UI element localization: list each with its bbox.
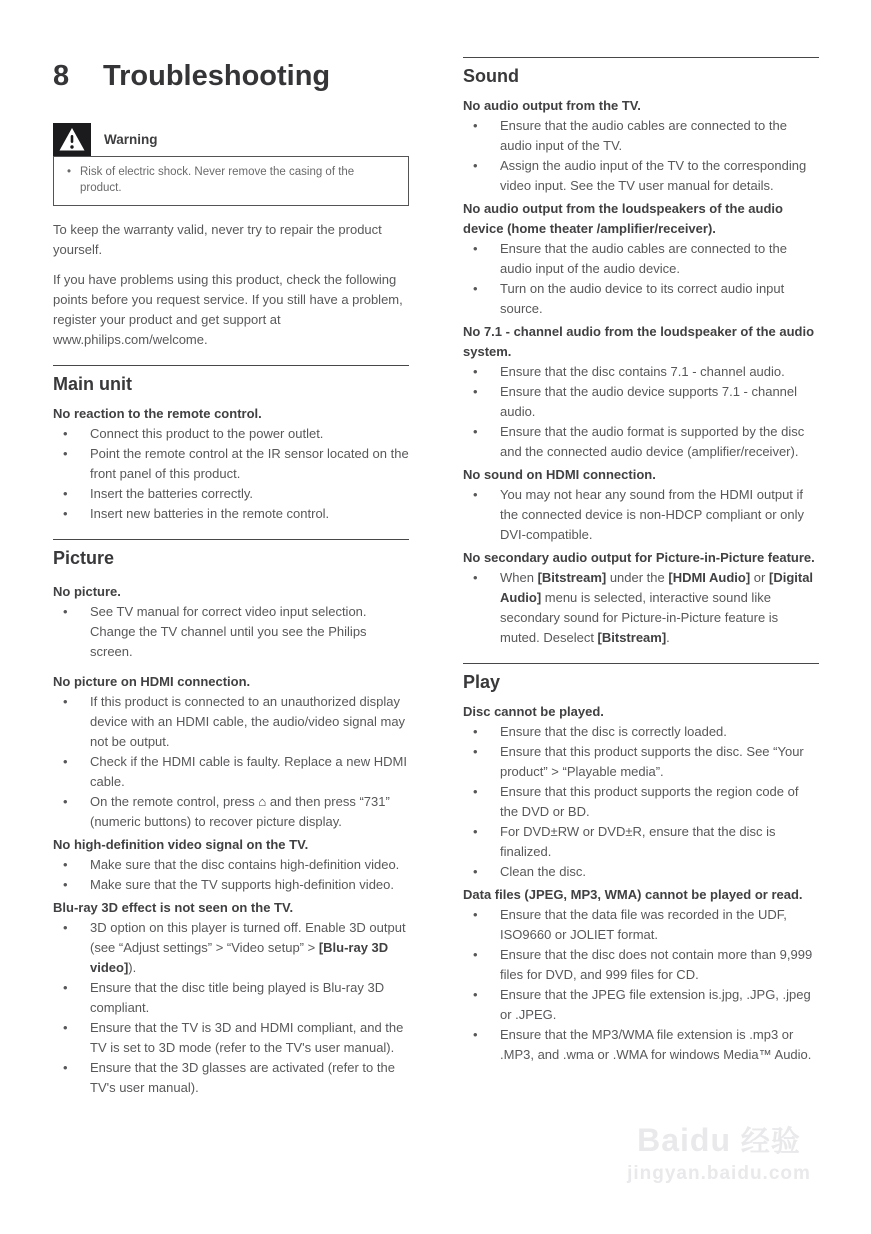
text-segment: Insert new batteries in the remote control. bbox=[90, 506, 330, 521]
warning-box bbox=[53, 156, 409, 206]
bullet-text bbox=[500, 862, 819, 882]
bullet-icon: • bbox=[473, 487, 478, 502]
list-item bbox=[53, 918, 409, 978]
warning-note bbox=[53, 123, 409, 206]
text-segment: See TV manual for correct video input selection. Change the TV channel until you see the Philips screen. bbox=[90, 604, 367, 659]
bullet-text bbox=[90, 978, 409, 1018]
bullet-list bbox=[463, 485, 819, 545]
bullet-list bbox=[463, 722, 819, 882]
list-item bbox=[463, 1025, 819, 1065]
text-segment: Ensure that the audio device supports 7.1 - channel audio. bbox=[500, 384, 798, 419]
left-column bbox=[53, 58, 409, 1098]
bullet-list bbox=[463, 116, 819, 196]
menu-term: [Bitstream] bbox=[597, 630, 667, 645]
bullet-text bbox=[500, 362, 819, 382]
bullet-text bbox=[500, 382, 819, 422]
text-segment: under the bbox=[606, 570, 669, 585]
bullet-list bbox=[53, 855, 409, 895]
list-item bbox=[53, 692, 409, 752]
text-segment: Ensure that the MP3/WMA file extension is .mp3 or .MP3, and .wma or .WMA for windows Media™ Audio. bbox=[500, 1027, 812, 1062]
problem-heading: Blu-ray 3D effect is not seen on the TV. bbox=[53, 900, 294, 915]
bullet-text bbox=[500, 239, 819, 279]
list-item bbox=[463, 156, 819, 196]
section bbox=[463, 57, 819, 648]
baidu-logo bbox=[610, 1120, 828, 1162]
bullet-text bbox=[500, 1025, 819, 1065]
bullet-text bbox=[90, 504, 409, 524]
list-item bbox=[463, 239, 819, 279]
text-segment: . bbox=[666, 630, 670, 645]
text-segment: For DVD±RW or DVD±R, ensure that the disc is finalized. bbox=[500, 824, 776, 859]
bullet-text bbox=[90, 855, 409, 875]
bullet-text bbox=[90, 444, 409, 484]
bullet-icon: • bbox=[473, 281, 478, 296]
text-segment: Ensure that the 3D glasses are activated (refer to the TV's user manual). bbox=[90, 1060, 395, 1095]
section-heading: Main unit bbox=[53, 374, 132, 394]
section-heading: Play bbox=[463, 672, 501, 692]
text-segment: Check if the HDMI cable is faulty. Replace a new HDMI cable. bbox=[90, 754, 407, 789]
bullet-list bbox=[53, 692, 409, 832]
text-segment: Ensure that the disc is correctly loaded. bbox=[500, 724, 727, 739]
bullet-icon: • bbox=[473, 424, 478, 439]
bullet-icon: • bbox=[473, 1027, 478, 1042]
bullet-icon: • bbox=[63, 506, 68, 521]
intro-paragraphs bbox=[53, 220, 409, 350]
text-segment: Ensure that the audio format is supported by the disc and the connected audio device (amplifier/receiver). bbox=[500, 424, 805, 459]
text-segment: Assign the audio input of the TV to the corresponding video input. See the TV user manual for details. bbox=[500, 158, 807, 193]
bullet-list bbox=[463, 239, 819, 319]
text-segment: ). bbox=[128, 960, 137, 975]
list-item bbox=[463, 782, 819, 822]
bullet-text bbox=[90, 875, 409, 895]
bullet-text bbox=[90, 1018, 409, 1058]
bullet-text bbox=[90, 692, 409, 752]
left-sections bbox=[53, 365, 409, 1098]
problem-heading: Data files (JPEG, MP3, WMA) cannot be played or read. bbox=[463, 887, 803, 902]
watermark-url: jingyan.baidu.com bbox=[627, 1163, 811, 1184]
baidu-brand-text: Baidu bbox=[637, 1122, 731, 1158]
bullet-icon: • bbox=[63, 426, 68, 441]
bullet-icon: • bbox=[473, 724, 478, 739]
text-segment: Turn on the audio device to its correct audio input source. bbox=[500, 281, 785, 316]
text-segment: Ensure that the audio cables are connected to the audio input of the audio device. bbox=[500, 241, 787, 276]
section-heading: Picture bbox=[53, 548, 115, 568]
bullet-text bbox=[90, 1058, 409, 1098]
bullet-icon: • bbox=[473, 947, 478, 962]
text-segment: Ensure that the audio cables are connected to the audio input of the TV. bbox=[500, 118, 787, 153]
bullet-icon: • bbox=[473, 907, 478, 922]
problem-heading: No audio output from the TV. bbox=[463, 98, 641, 113]
problem-heading: No secondary audio output for Picture-in-Picture feature. bbox=[463, 550, 815, 565]
warning-icon bbox=[53, 123, 91, 156]
bullet-text bbox=[500, 116, 819, 156]
list-item bbox=[463, 279, 819, 319]
intro-paragraph: If you have problems using this product, check the following points before you request service. If you still have a problem, register your product and get support at www.philips.com/welcome. bbox=[53, 272, 403, 347]
bullet-icon: • bbox=[473, 784, 478, 799]
text-segment: Clean the disc. bbox=[500, 864, 586, 879]
bullet-text bbox=[500, 722, 819, 742]
list-item bbox=[463, 985, 819, 1025]
bullet-text bbox=[500, 905, 819, 945]
bullet-icon: • bbox=[63, 754, 68, 769]
bullet-text bbox=[90, 602, 409, 662]
bullet-icon: • bbox=[473, 241, 478, 256]
bullet-text bbox=[500, 485, 819, 545]
problem-heading: Disc cannot be played. bbox=[463, 704, 604, 719]
list-item bbox=[463, 116, 819, 156]
bullet-text bbox=[500, 945, 819, 985]
problem-heading: No sound on HDMI connection. bbox=[463, 467, 656, 482]
intro-paragraph: To keep the warranty valid, never try to repair the product yourself. bbox=[53, 222, 382, 257]
chapter-number: 8 bbox=[53, 60, 70, 92]
bullet-icon: • bbox=[63, 446, 68, 461]
bullet-icon: • bbox=[63, 877, 68, 892]
section bbox=[53, 365, 409, 524]
list-item bbox=[53, 855, 409, 875]
text-segment: On the remote control, press bbox=[90, 794, 259, 809]
bullet-icon: • bbox=[63, 794, 68, 809]
bullet-icon: • bbox=[473, 384, 478, 399]
text-segment: When bbox=[500, 570, 538, 585]
bullet-icon: • bbox=[473, 987, 478, 1002]
section bbox=[53, 539, 409, 1098]
problem-heading: No picture on HDMI connection. bbox=[53, 674, 251, 689]
text-segment: Ensure that the disc title being played is Blu-ray 3D compliant. bbox=[90, 980, 385, 1015]
bullet-text bbox=[90, 424, 409, 444]
text-segment: Ensure that the JPEG file extension is.jpg, .JPG, .jpeg or .JPEG. bbox=[500, 987, 811, 1022]
menu-term: [Blu-ray 3D video] bbox=[90, 940, 389, 975]
bullet-icon: • bbox=[473, 824, 478, 839]
bullet-list bbox=[53, 918, 409, 1098]
text-segment: Ensure that this product supports the disc. See “Your product” > “Playable media”. bbox=[500, 744, 804, 779]
problem-heading: No picture. bbox=[53, 584, 121, 599]
list-item bbox=[53, 1018, 409, 1058]
bullet-text bbox=[500, 742, 819, 782]
list-item bbox=[463, 568, 819, 648]
right-column bbox=[463, 57, 819, 1065]
text-segment: and then press “731” (numeric buttons) to recover picture display. bbox=[90, 794, 390, 829]
text-segment: Ensure that the disc contains 7.1 - channel audio. bbox=[500, 364, 785, 379]
list-item bbox=[463, 945, 819, 985]
problem-heading: No audio output from the loudspeakers of the audio device (home theater /amplifier/receiver). bbox=[463, 201, 783, 236]
warning-header bbox=[53, 123, 409, 156]
bullet-icon: • bbox=[63, 857, 68, 872]
baidu-brand-cn: 经验 bbox=[740, 1126, 801, 1158]
list-item bbox=[53, 792, 409, 832]
text-segment: menu is selected, interactive sound like secondary sound for Picture-in-Picture feature is muted. Deselect bbox=[500, 590, 779, 645]
bullet-text bbox=[500, 985, 819, 1025]
bullet-text bbox=[500, 822, 819, 862]
text-segment: Make sure that the TV supports high-definition video. bbox=[90, 877, 394, 892]
bullet-text bbox=[500, 568, 819, 648]
bullet-text bbox=[500, 279, 819, 319]
list-item bbox=[463, 722, 819, 742]
text-segment: Ensure that the disc does not contain more than 9,999 files for DVD, and 999 files for CD. bbox=[500, 947, 813, 982]
right-sections bbox=[463, 57, 819, 1065]
list-item bbox=[463, 822, 819, 862]
list-item bbox=[463, 422, 819, 462]
list-item bbox=[53, 424, 409, 444]
watermark bbox=[610, 1120, 828, 1186]
bullet-text bbox=[500, 782, 819, 822]
home-icon: ⌂ bbox=[258, 794, 267, 809]
text-segment: Connect this product to the power outlet. bbox=[90, 426, 324, 441]
bullet-icon: • bbox=[473, 864, 478, 879]
bullet-text bbox=[500, 156, 819, 196]
bullet-text bbox=[90, 792, 409, 832]
text-segment: Ensure that the TV is 3D and HDMI compliant, and the TV is set to 3D mode (refer to the TV's user manual). bbox=[90, 1020, 404, 1055]
warning-text: Risk of electric shock. Never remove the casing of the product. bbox=[80, 166, 355, 194]
list-item bbox=[463, 382, 819, 422]
page-title bbox=[53, 58, 409, 94]
page-title-text: Troubleshooting bbox=[103, 60, 331, 92]
text-segment: Ensure that this product supports the region code of the DVD or BD. bbox=[500, 784, 799, 819]
bullet-icon: • bbox=[63, 1060, 68, 1075]
list-item bbox=[463, 485, 819, 545]
text-segment: Ensure that the data file was recorded in the UDF, ISO9660 or JOLIET format. bbox=[500, 907, 787, 942]
bullet-icon: • bbox=[473, 118, 478, 133]
bullet-icon: • bbox=[63, 1020, 68, 1035]
text-segment: Insert the batteries correctly. bbox=[90, 486, 254, 501]
bullet-icon: • bbox=[63, 980, 68, 995]
bullet-icon: • bbox=[66, 166, 72, 178]
warning-label: Warning bbox=[104, 131, 158, 147]
bullet-icon: • bbox=[473, 364, 478, 379]
problem-heading: No reaction to the remote control. bbox=[53, 406, 262, 421]
list-item bbox=[463, 905, 819, 945]
text-segment: If this product is connected to an unauthorized display device with an HDMI cable, the audio/video signal may not be output. bbox=[90, 694, 406, 749]
bullet-icon: • bbox=[473, 744, 478, 759]
text-segment: You may not hear any sound from the HDMI output if the connected device is non-HDCP compliant or only DVI-compatible. bbox=[500, 487, 804, 542]
list-item bbox=[463, 362, 819, 382]
list-item bbox=[53, 875, 409, 895]
text-segment: 3D option on this player is turned off. Enable 3D output (see “Adjust settings” > “Video setup” > bbox=[90, 920, 406, 955]
section-heading: Sound bbox=[463, 66, 519, 86]
section bbox=[463, 663, 819, 1065]
list-item bbox=[463, 862, 819, 882]
bullet-icon: • bbox=[63, 694, 68, 709]
list-item bbox=[53, 444, 409, 484]
list-item bbox=[463, 742, 819, 782]
text-segment: Make sure that the disc contains high-definition video. bbox=[90, 857, 400, 872]
problem-heading: No 7.1 - channel audio from the loudspeaker of the audio system. bbox=[463, 324, 815, 359]
bullet-icon: • bbox=[473, 570, 478, 585]
menu-term: [HDMI Audio] bbox=[668, 570, 751, 585]
list-item bbox=[53, 504, 409, 524]
bullet-text bbox=[90, 918, 409, 978]
bullet-list bbox=[463, 568, 819, 648]
menu-term: [Digital Audio] bbox=[500, 570, 814, 605]
bullet-list bbox=[53, 424, 409, 524]
list-item bbox=[53, 484, 409, 504]
bullet-text bbox=[90, 484, 409, 504]
list-item bbox=[53, 602, 409, 662]
bullet-icon: • bbox=[63, 486, 68, 501]
list-item bbox=[53, 978, 409, 1018]
text-segment: or bbox=[750, 570, 769, 585]
list-item bbox=[53, 1058, 409, 1098]
bullet-list bbox=[53, 602, 409, 662]
bullet-text bbox=[90, 752, 409, 792]
text-segment: Point the remote control at the IR sensor located on the front panel of this product. bbox=[90, 446, 409, 481]
bullet-list bbox=[463, 905, 819, 1065]
bullet-icon: • bbox=[63, 920, 68, 935]
list-item bbox=[53, 752, 409, 792]
problem-heading: No high-definition video signal on the TV. bbox=[53, 837, 309, 852]
menu-term: [Bitstream] bbox=[537, 570, 607, 585]
bullet-icon: • bbox=[63, 604, 68, 619]
bullet-icon: • bbox=[473, 158, 478, 173]
bullet-list bbox=[463, 362, 819, 462]
bullet-text bbox=[500, 422, 819, 462]
